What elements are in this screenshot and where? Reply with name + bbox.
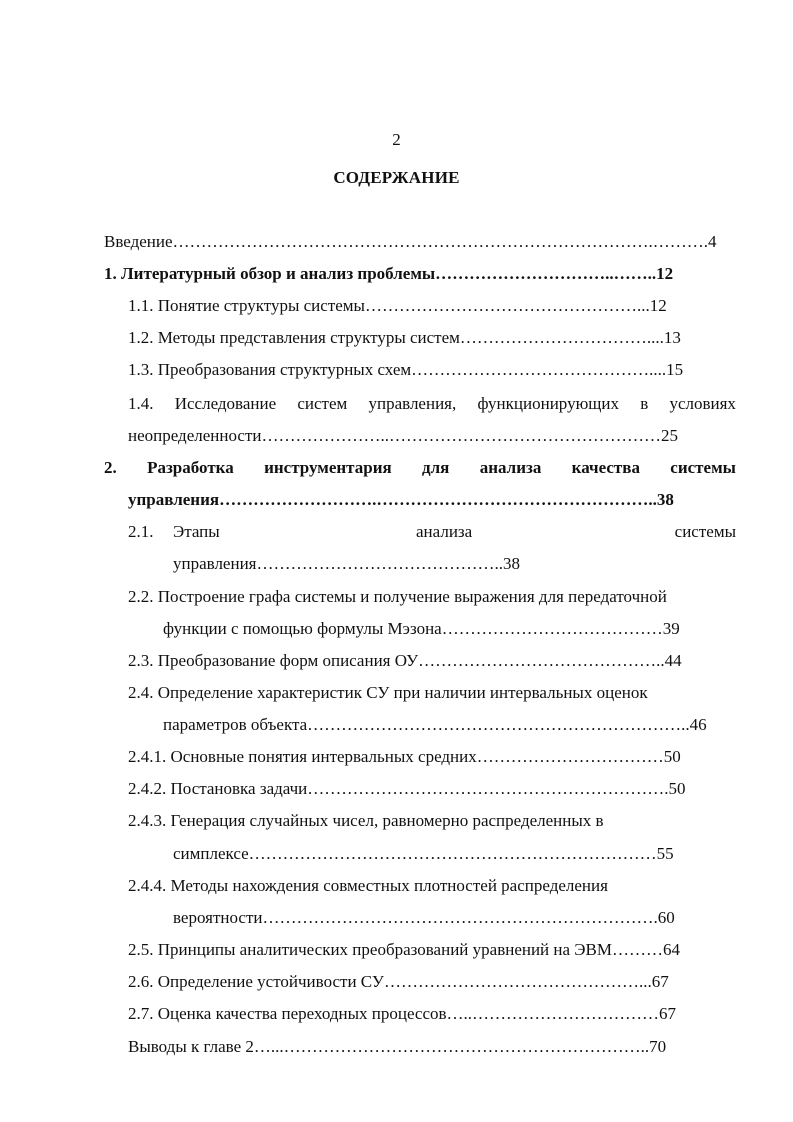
toc-word: инструментария [264,458,392,477]
toc-word: управления, [368,394,457,413]
toc-word: условиях [669,394,736,413]
toc-word: систем [297,394,348,413]
toc-section-2-4-continuation: параметров объекта…………………………………………………………..46 [163,715,707,734]
toc-word: для [422,458,450,477]
toc-section-2-7: 2.7. Оценка качества переходных процессов…..……………………………67 [128,1004,677,1023]
toc-section-1-2: 1.2. Методы представления структуры систем……………………………....13 [128,328,681,347]
toc-word: Этапы [173,522,220,541]
toc-chapter-2-continuation: управления……………………….…………………………………………..38 [128,490,674,509]
toc-section-2-4-3: 2.4.3. Генерация случайных чисел, равномерно распределенных в [128,811,604,830]
toc-conclusion-chapter-2: Выводы к главе 2…...………………………………………………………..70 [128,1037,667,1056]
page-number: 2 [392,130,401,149]
toc-section-2-5: 2.5. Принципы аналитических преобразований уравнений на ЭВМ………64 [128,940,680,959]
toc-intro: Введение………………………………………………………………………….……….4 [104,232,717,251]
toc-section-2-4-2: 2.4.2. Постановка задачи……………………………………………………….50 [128,779,686,798]
page-title: СОДЕРЖАНИЕ [333,168,460,187]
toc-word: Разработка [147,458,234,477]
toc-chapter-1: 1. Литературный обзор и анализ проблемы…………………………..……..12 [104,264,674,283]
toc-section-2-4-1: 2.4.1. Основные понятия интервальных средних……………………………50 [128,747,681,766]
toc-section-1-1: 1.1. Понятие структуры системы…………………………………………...12 [128,296,667,315]
toc-chapter-2 [104,458,736,478]
toc-word: 1.4. [128,394,154,413]
toc-section-2-4: 2.4. Определение характеристик СУ при наличии интервальных оценок [128,683,648,702]
toc-word: Исследование [174,394,277,413]
toc-section-2-3: 2.3. Преобразование форм описания ОУ……………………………………..44 [128,651,682,670]
toc-section-2-1-continuation: управления……………………………………..38 [173,554,520,573]
toc-section-2-2-continuation: функции с помощью формулы Мэзона…………………………………39 [163,619,680,638]
toc-word: системы [674,522,736,541]
toc-section-1-4 [128,394,736,414]
toc-section-2-6: 2.6. Определение устойчивости СУ………………………………………...67 [128,972,669,991]
toc-section-1-4-continuation: неопределенности…………………..…………………………………………25 [128,426,678,445]
toc-word: 2. [104,458,117,477]
toc-word: качества [571,458,640,477]
toc-word: 2.1. [128,522,154,541]
toc-word: анализа [416,522,473,541]
toc-word: системы [670,458,736,477]
toc-word: анализа [479,458,542,477]
toc-section-2-4-4: 2.4.4. Методы нахождения совместных плотностей распределения [128,876,608,895]
toc-word: в [640,394,649,413]
toc-section-2-4-4-continuation: вероятности…………………………………………………………….60 [173,908,675,927]
toc-section-2-2: 2.2. Построение графа системы и получение выражения для передаточной [128,587,667,606]
toc-word: функционирующих [477,394,619,413]
toc-section-1-3: 1.3. Преобразования структурных схем……………………………………....15 [128,360,684,379]
toc-section-2-4-3-continuation: симплексе………………………………………………………………55 [173,844,674,863]
